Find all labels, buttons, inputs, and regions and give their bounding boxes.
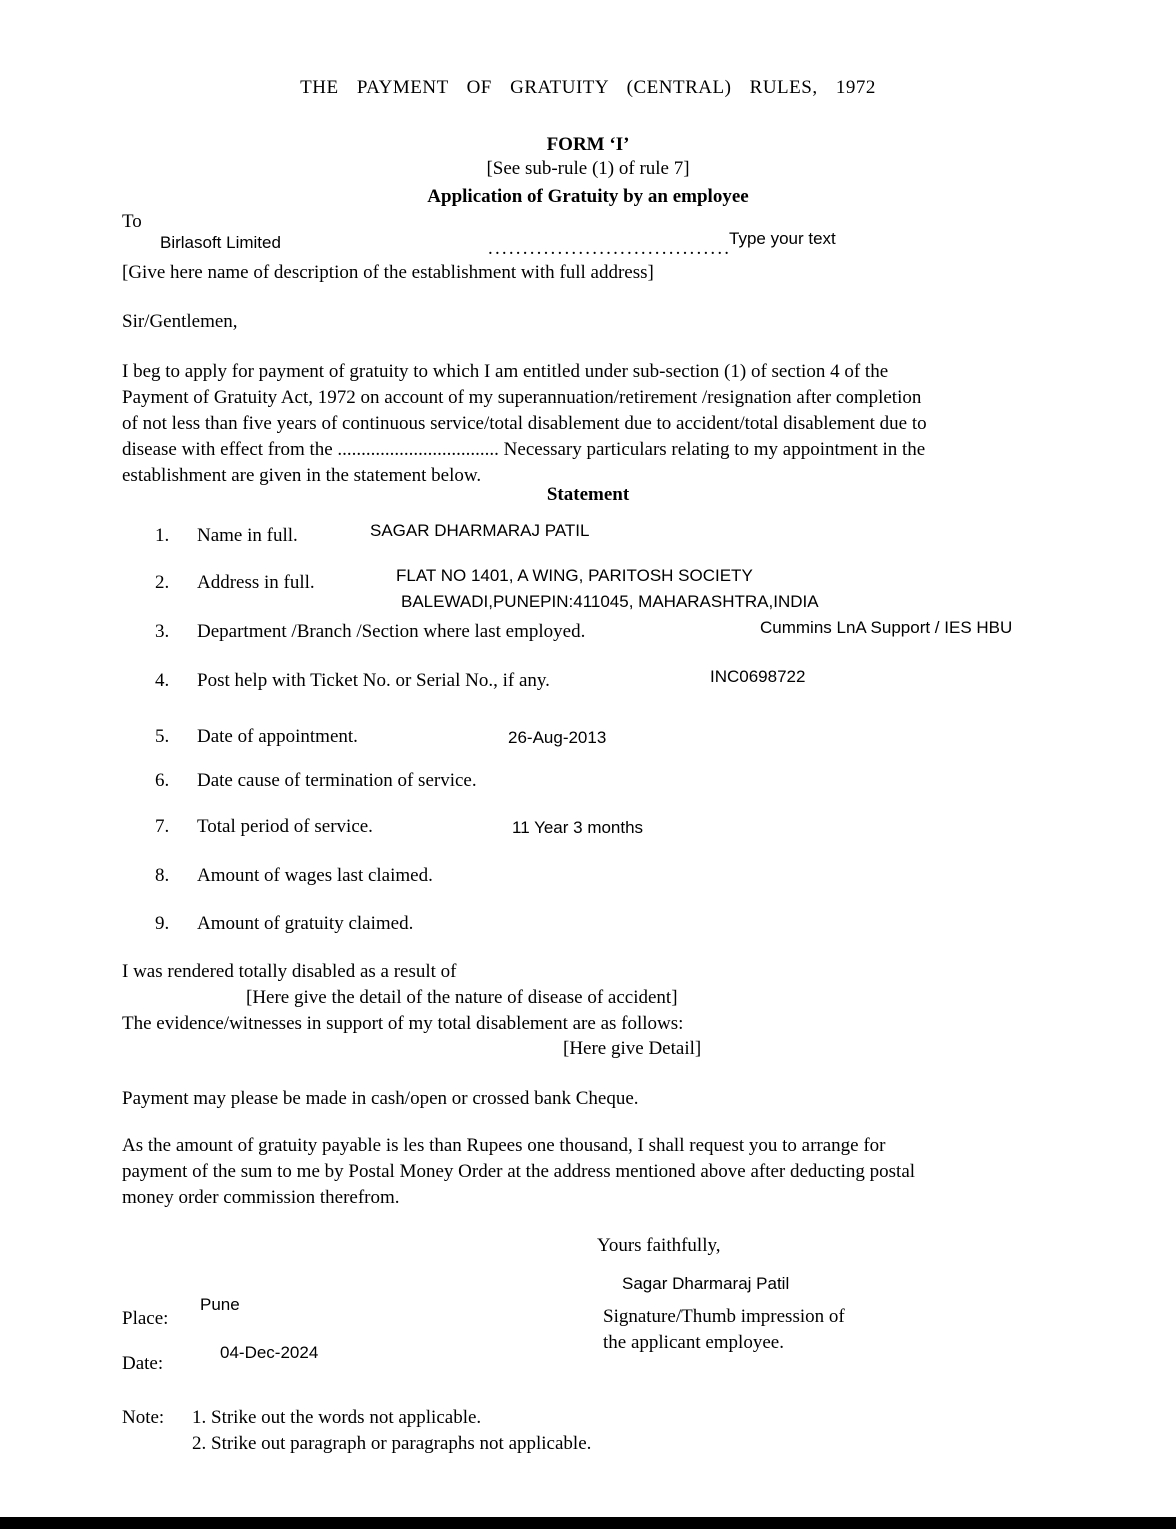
item-number: 6. — [155, 770, 170, 791]
name-field[interactable]: SAGAR DHARMARAJ PATIL — [370, 521, 590, 540]
type-your-text-hint[interactable]: Type your text — [729, 229, 836, 248]
date-label: Date: — [122, 1353, 164, 1374]
item-number: 9. — [155, 913, 170, 934]
date-field[interactable]: 04-Dec-2024 — [220, 1343, 319, 1362]
postal-paragraph-line: money order commission therefrom. — [122, 1187, 400, 1208]
sub-rule-reference: [See sub-rule (1) of rule 7] — [486, 158, 690, 179]
item-number: 4. — [155, 670, 170, 691]
address-field-line1[interactable]: FLAT NO 1401, A WING, PARITOSH SOCIETY — [396, 566, 753, 585]
body-paragraph-line: disease with effect from the .................................. Necessary particulars relating to my appointment in the — [122, 439, 926, 460]
item-label: Post help with Ticket No. or Serial No., if any. — [197, 670, 550, 691]
yours-faithfully: Yours faithfully, — [597, 1235, 721, 1256]
signature-caption-line2: the applicant employee. — [603, 1332, 784, 1353]
item-number: 1. — [155, 525, 170, 546]
note-label: Note: — [122, 1407, 165, 1428]
place-label: Place: — [122, 1308, 169, 1329]
body-paragraph-line: Payment of Gratuity Act, 1972 on account of my superannuation/retirement /resignation after completion — [122, 387, 922, 408]
salutation: Sir/Gentlemen, — [122, 311, 238, 332]
body-paragraph-line: I beg to apply for payment of gratuity to which I am entitled under sub-section (1) of section 4 of the — [122, 361, 889, 382]
item-label: Department /Branch /Section where last employed. — [197, 621, 586, 642]
note-item-1: 1. Strike out the words not applicable. — [192, 1407, 482, 1428]
body-paragraph-line: establishment are given in the statement below. — [122, 465, 482, 486]
document-title: THE PAYMENT OF GRATUITY (CENTRAL) RULES, 1972 — [300, 77, 876, 98]
postal-paragraph-line: As the amount of gratuity payable is les than Rupees one thousand, I shall request you to arrange for — [122, 1135, 886, 1156]
item-number: 2. — [155, 572, 170, 593]
postal-paragraph-line: payment of the sum to me by Postal Money Order at the address mentioned above after deducting postal — [122, 1161, 916, 1182]
service-period-field[interactable]: 11 Year 3 months — [512, 818, 644, 837]
ticket-number-field[interactable]: INC0698722 — [710, 667, 806, 686]
disease-detail-placeholder: [Here give the detail of the nature of disease of accident] — [246, 987, 678, 1008]
signature-caption-line1: Signature/Thumb impression of — [603, 1306, 845, 1327]
evidence-line: The evidence/witnesses in support of my total disablement are as follows: — [122, 1013, 684, 1034]
body-paragraph-line: of not less than five years of continuous service/total disablement due to accident/total disablement due to — [122, 413, 927, 434]
item-label: Amount of gratuity claimed. — [197, 913, 414, 934]
dotted-fill-line: ................................... — [488, 238, 732, 259]
signatory-name-field[interactable]: Sagar Dharmaraj Patil — [622, 1274, 790, 1293]
establishment-name-field[interactable]: Birlasoft Limited — [160, 233, 281, 252]
detail-placeholder: [Here give Detail] — [563, 1038, 702, 1059]
item-number: 3. — [155, 621, 170, 642]
item-label: Total period of service. — [197, 816, 373, 837]
item-label: Address in full. — [197, 572, 315, 593]
item-label: Name in full. — [197, 525, 298, 546]
statement-heading: Statement — [546, 484, 630, 505]
item-number: 7. — [155, 816, 170, 837]
place-field[interactable]: Pune — [200, 1295, 240, 1314]
to-label: To — [122, 211, 142, 232]
bottom-bar — [0, 1517, 1176, 1529]
appointment-date-field[interactable]: 26-Aug-2013 — [508, 728, 607, 747]
department-field[interactable]: Cummins LnA Support / IES HBU — [760, 618, 1013, 637]
item-number: 5. — [155, 726, 170, 747]
item-number: 8. — [155, 865, 170, 886]
item-label: Date of appointment. — [197, 726, 358, 747]
address-field-line2[interactable]: BALEWADI,PUNEPIN:411045, MAHARASHTRA,INDIA — [401, 592, 819, 611]
establishment-instruction: [Give here name of description of the establishment with full address] — [122, 262, 654, 283]
disablement-line: I was rendered totally disabled as a result of — [122, 961, 457, 982]
payment-mode-line: Payment may please be made in cash/open or crossed bank Cheque. — [122, 1088, 639, 1109]
form-number: FORM ‘I’ — [546, 134, 630, 155]
form-title: Application of Gratuity by an employee — [427, 186, 749, 207]
item-label: Date cause of termination of service. — [197, 770, 477, 791]
note-item-2: 2. Strike out paragraph or paragraphs not applicable. — [192, 1433, 592, 1454]
item-label: Amount of wages last claimed. — [197, 865, 433, 886]
